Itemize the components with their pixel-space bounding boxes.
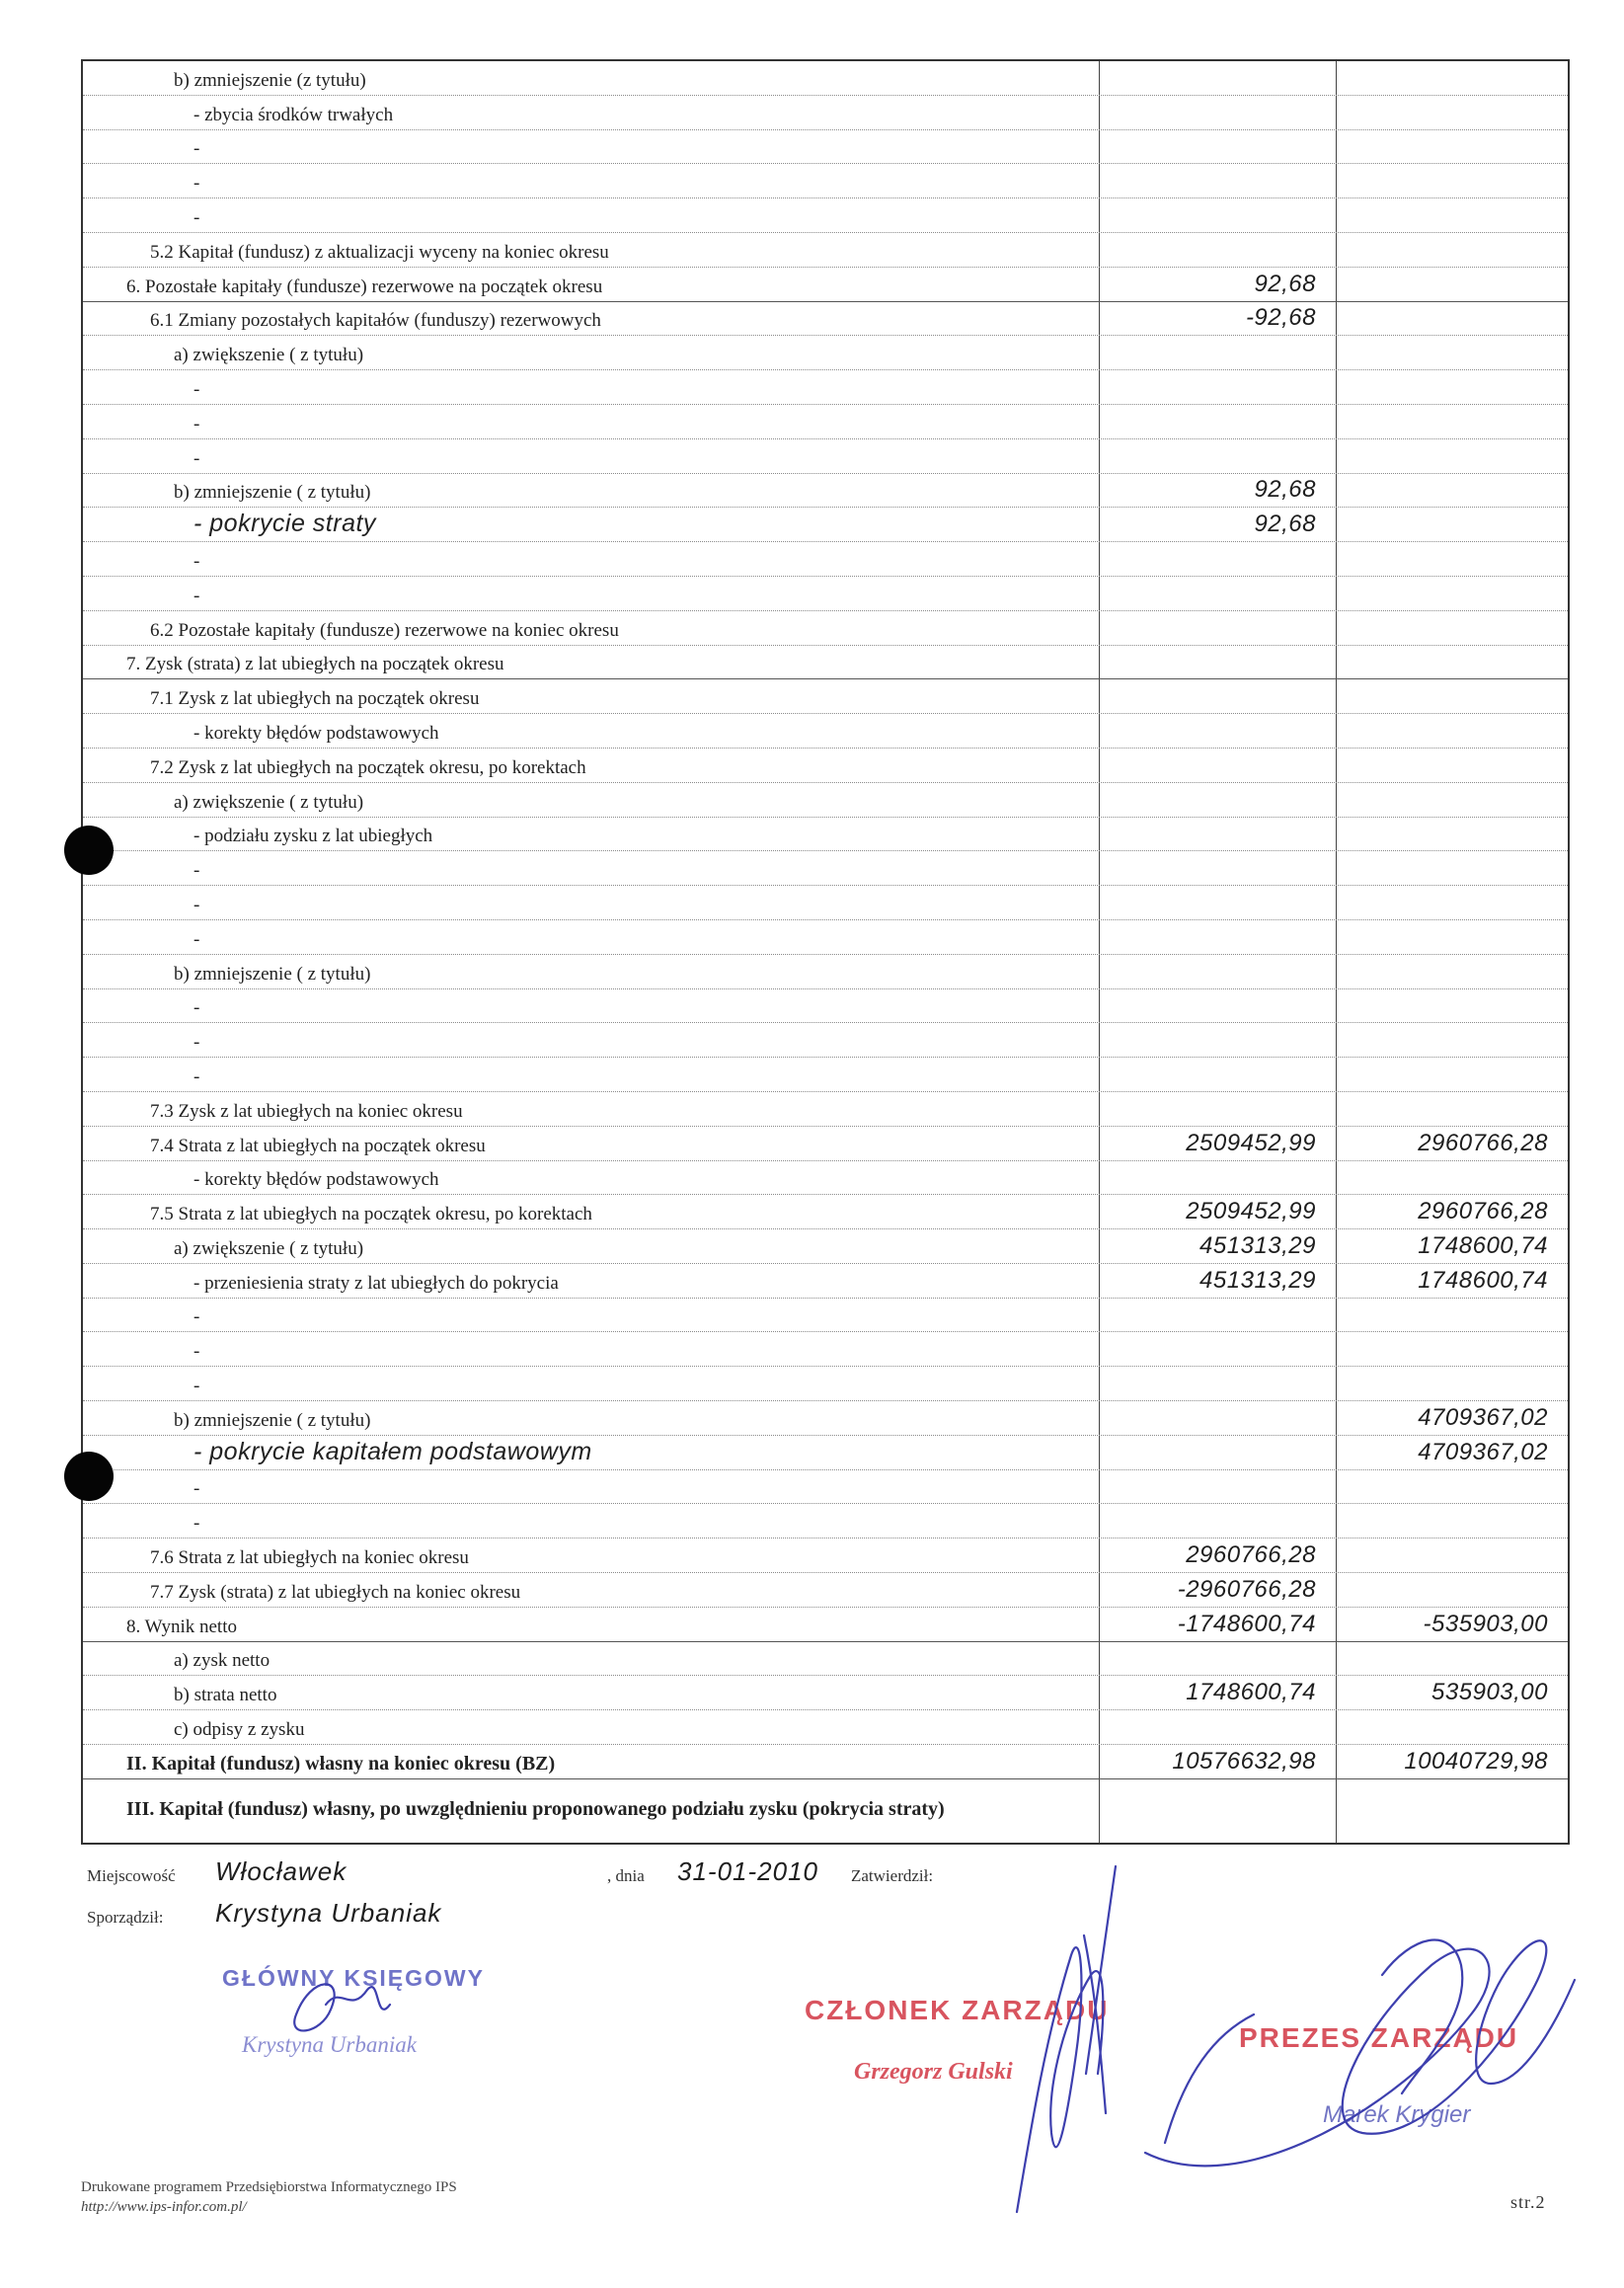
table-row: [83, 783, 1568, 818]
row-value-previous: [1337, 474, 1568, 508]
row-value-current: -2960766,28: [1100, 1573, 1337, 1607]
board-member-stamp-name: Grzegorz Gulski: [854, 2059, 1013, 2085]
table-row: [83, 164, 1568, 198]
row-value-previous: [1337, 268, 1568, 301]
row-label: - korekty błędów podstawowych: [83, 1161, 1100, 1195]
table-row: [83, 96, 1568, 130]
table-row: [83, 1264, 1568, 1299]
date-value: 31-01-2010: [677, 1856, 818, 1886]
row-value-current: [1100, 370, 1337, 404]
row-value-current: [1100, 818, 1337, 851]
table-row: [83, 1023, 1568, 1058]
row-value-previous: [1337, 508, 1568, 541]
row-value-previous: [1337, 989, 1568, 1023]
president-stamp-title: PREZES ZARZĄDU: [1239, 2022, 1519, 2053]
row-value-previous: [1337, 542, 1568, 576]
row-label: 7.6 Strata z lat ubiegłych na koniec okresu: [83, 1538, 1100, 1572]
table-row: [83, 542, 1568, 577]
row-label: 7.3 Zysk z lat ubiegłych na koniec okresu: [83, 1092, 1100, 1126]
table-row: [83, 955, 1568, 989]
row-value-previous: [1337, 336, 1568, 369]
table-row: [83, 646, 1568, 680]
row-value-current: 92,68: [1100, 474, 1337, 508]
row-value-previous: 4709367,02: [1418, 1403, 1548, 1431]
row-value-current: [1100, 96, 1337, 129]
table-row: [83, 268, 1568, 302]
row-value-current: [1100, 1367, 1337, 1400]
row-value-previous: [1337, 61, 1568, 95]
row-value-current: [1100, 989, 1337, 1023]
approved-label: Zatwierdził:: [851, 1866, 934, 1885]
row-label: a) zwiększenie ( z tytułu): [83, 336, 1100, 369]
row-value-current: [1100, 233, 1337, 267]
row-label: b) zmniejszenie (z tytułu): [83, 61, 1100, 95]
row-label: - przeniesienia straty z lat ubiegłych do pokrycia: [83, 1264, 1100, 1298]
row-value-previous: [1337, 611, 1568, 645]
row-value-previous: [1337, 851, 1568, 885]
equity-statement-table: [81, 59, 1570, 1845]
table-row: [83, 1332, 1568, 1367]
row-value-previous: 10040729,98: [1404, 1747, 1548, 1775]
row-value-previous: [1337, 1161, 1568, 1195]
table-row: [83, 1401, 1568, 1436]
row-value-current: -1748600,74: [1100, 1608, 1337, 1641]
row-label: - korekty błędów podstawowych: [83, 714, 1100, 748]
row-value-previous: [1337, 1504, 1568, 1538]
printer-note-line: Drukowane programem Przedsiębiorstwa Informatycznego IPS: [81, 2179, 457, 2195]
row-label: -: [83, 542, 1100, 576]
row-value-previous: [1337, 1367, 1568, 1400]
row-label: 7.1 Zysk z lat ubiegłych na początek okresu: [83, 679, 1100, 713]
row-value-current: [1100, 1092, 1337, 1126]
table-row: [83, 920, 1568, 955]
row-label: -: [83, 198, 1100, 232]
place-value: Włocławek: [215, 1856, 348, 1886]
table-row: [83, 679, 1568, 714]
table-row: [83, 611, 1568, 646]
row-label: 7.7 Zysk (strata) z lat ubiegłych na koniec okresu: [83, 1573, 1100, 1607]
table-row: [83, 851, 1568, 886]
row-value-current: [1100, 920, 1337, 954]
row-value-current: [1100, 646, 1337, 679]
row-label: -: [83, 1023, 1100, 1057]
row-value-current: 451313,29: [1100, 1264, 1337, 1298]
row-label: a) zysk netto: [83, 1642, 1100, 1676]
table-row: [83, 1436, 1568, 1470]
table-row: [83, 370, 1568, 405]
table-row: [83, 1710, 1568, 1745]
row-label: 7.2 Zysk z lat ubiegłych na początek okresu, po korektach: [83, 749, 1100, 782]
row-value-previous: [1337, 302, 1568, 336]
row-value-current: [1100, 1710, 1337, 1744]
table-row: [83, 1504, 1568, 1538]
row-value-previous: 1748600,74: [1418, 1266, 1548, 1294]
date-label: , dnia: [607, 1866, 645, 1885]
table-row: [83, 198, 1568, 233]
row-label: -: [83, 1058, 1100, 1091]
row-label: -: [83, 439, 1100, 473]
row-value-current: [1100, 198, 1337, 232]
table-row: [83, 1745, 1568, 1779]
row-value-current: [1100, 336, 1337, 369]
row-value-previous: [1337, 714, 1568, 748]
table-row: [83, 1229, 1568, 1264]
page-number: str.2: [1510, 2192, 1546, 2212]
row-value-previous: [1337, 1092, 1568, 1126]
row-label: 8. Wynik netto: [83, 1608, 1100, 1641]
row-value-current: [1100, 164, 1337, 197]
row-value-current: [1100, 130, 1337, 164]
row-label: b) zmniejszenie ( z tytułu): [83, 955, 1100, 988]
board-member-stamp-title: CZŁONEK ZARZĄDU: [805, 1995, 1110, 2025]
row-value-current: [1100, 679, 1337, 713]
row-value-previous: [1337, 1332, 1568, 1366]
prepared-value: Krystyna Urbaniak: [215, 1898, 442, 1928]
chief-accountant-stamp-title: GŁÓWNY KSIĘGOWY: [222, 1965, 485, 1991]
row-value-current: 1748600,74: [1100, 1676, 1337, 1709]
row-label: a) zwiększenie ( z tytułu): [83, 1229, 1100, 1263]
row-label: 7.5 Strata z lat ubiegłych na początek okresu, po korektach: [83, 1195, 1100, 1228]
row-label: b) strata netto: [83, 1676, 1100, 1709]
row-value-current: 2509452,99: [1100, 1195, 1337, 1228]
row-label: - pokrycie kapitałem podstawowym: [83, 1436, 1100, 1469]
row-value-current: 92,68: [1100, 508, 1337, 541]
table-row: [83, 749, 1568, 783]
row-value-previous: 1748600,74: [1418, 1231, 1548, 1259]
row-value-current: [1100, 1332, 1337, 1366]
row-value-previous: [1337, 439, 1568, 473]
row-value-current: 10576632,98: [1100, 1745, 1337, 1778]
row-label: - podziału zysku z lat ubiegłych: [83, 818, 1100, 851]
row-label: 6.2 Pozostałe kapitały (fundusze) rezerwowe na koniec okresu: [83, 611, 1100, 645]
table-row: [83, 1538, 1568, 1573]
row-label: -: [83, 370, 1100, 404]
table-row: [83, 1058, 1568, 1092]
row-value-previous: [1337, 955, 1568, 988]
row-label: -: [83, 1332, 1100, 1366]
table-row: [83, 1195, 1568, 1229]
prepared-label: Sporządził:: [87, 1908, 164, 1927]
printer-url: http://www.ips-infor.com.pl/: [81, 2199, 247, 2215]
printer-note: [81, 2177, 457, 2217]
row-value-current: [1100, 577, 1337, 610]
row-label: III. Kapitał (fundusz) własny, po uwzględnieniu proponowanego podziału zysku (pokrycia straty): [83, 1779, 1100, 1843]
table-row: [83, 233, 1568, 268]
row-value-current: [1100, 1058, 1337, 1091]
row-label: 7.4 Strata z lat ubiegłych na początek okresu: [83, 1127, 1100, 1160]
row-label: 6.1 Zmiany pozostałych kapitałów (funduszy) rezerwowych: [83, 302, 1100, 336]
row-label: - zbycia środków trwałych: [83, 96, 1100, 129]
row-label: a) zwiększenie ( z tytułu): [83, 783, 1100, 817]
row-value-current: [1100, 611, 1337, 645]
table-row: [83, 989, 1568, 1024]
row-value-current: [1100, 1401, 1337, 1435]
row-value-previous: [1337, 198, 1568, 232]
table-row: [83, 405, 1568, 439]
table-row: [83, 1299, 1568, 1333]
row-value-previous: 2960766,28: [1418, 1198, 1548, 1225]
row-value-previous: [1337, 96, 1568, 129]
table-row: [83, 474, 1568, 509]
row-label: b) zmniejszenie ( z tytułu): [83, 474, 1100, 508]
row-label: - pokrycie straty: [83, 508, 1100, 541]
table-row: [83, 61, 1568, 96]
punch-hole: [64, 826, 114, 875]
row-value-current: [1100, 542, 1337, 576]
row-value-current: [1100, 1161, 1337, 1195]
table-row: [83, 336, 1568, 370]
table-row: [83, 302, 1568, 337]
row-value-previous: [1337, 577, 1568, 610]
row-value-previous: [1337, 1779, 1568, 1843]
row-label: -: [83, 164, 1100, 197]
row-value-previous: 4709367,02: [1418, 1438, 1548, 1465]
row-value-previous: [1337, 233, 1568, 267]
row-value-current: [1100, 405, 1337, 438]
table-row: [83, 1092, 1568, 1127]
row-label: -: [83, 1367, 1100, 1400]
row-label: -: [83, 130, 1100, 164]
row-value-current: 2509452,99: [1100, 1127, 1337, 1160]
row-label: 5.2 Kapitał (fundusz) z aktualizacji wyceny na koniec okresu: [83, 233, 1100, 267]
row-value-previous: [1337, 1058, 1568, 1091]
row-value-current: [1100, 439, 1337, 473]
row-label: c) odpisy z zysku: [83, 1710, 1100, 1744]
row-value-previous: 535903,00: [1431, 1679, 1548, 1706]
row-label: II. Kapitał (fundusz) własny na koniec okresu (BZ): [83, 1745, 1100, 1778]
row-label: -: [83, 989, 1100, 1023]
row-label: -: [83, 886, 1100, 919]
table-row: [83, 1573, 1568, 1608]
row-value-previous: [1337, 1023, 1568, 1057]
president-stamp-name: Marek Krygier: [1323, 2101, 1471, 2128]
row-label: 6. Pozostałe kapitały (fundusze) rezerwowe na początek okresu: [83, 268, 1100, 301]
row-value-current: [1100, 886, 1337, 919]
punch-hole: [64, 1452, 114, 1501]
row-value-current: [1100, 1436, 1337, 1469]
row-value-previous: [1337, 749, 1568, 782]
row-value-previous: [1337, 370, 1568, 404]
row-label: -: [83, 577, 1100, 610]
row-value-current: [1100, 714, 1337, 748]
table-row: [83, 818, 1568, 852]
row-value-previous: [1337, 1710, 1568, 1744]
row-value-current: [1100, 1470, 1337, 1504]
table-row: [83, 1676, 1568, 1710]
table-row: [83, 1642, 1568, 1677]
row-value-previous: [1337, 1299, 1568, 1332]
row-value-previous: [1337, 1573, 1568, 1607]
table-row: [83, 1161, 1568, 1196]
row-value-current: [1100, 783, 1337, 817]
table-row: [83, 439, 1568, 474]
row-value-previous: [1337, 818, 1568, 851]
row-value-previous: -535903,00: [1423, 1610, 1548, 1637]
row-value-previous: 2960766,28: [1418, 1129, 1548, 1156]
table-row: [83, 1608, 1568, 1642]
row-label: 7. Zysk (strata) z lat ubiegłych na początek okresu: [83, 646, 1100, 679]
row-label: -: [83, 1504, 1100, 1538]
row-value-previous: [1337, 1470, 1568, 1504]
table-row: [83, 1470, 1568, 1505]
row-value-previous: [1337, 1538, 1568, 1572]
row-value-current: [1100, 749, 1337, 782]
row-value-previous: [1337, 920, 1568, 954]
row-value-previous: [1337, 646, 1568, 679]
row-value-current: [1100, 1023, 1337, 1057]
row-value-previous: [1337, 164, 1568, 197]
row-value-current: [1100, 1642, 1337, 1676]
row-value-previous: [1337, 1642, 1568, 1676]
table-row: [83, 886, 1568, 920]
chief-accountant-stamp-name: Krystyna Urbaniak: [242, 2032, 417, 2057]
table-row: [83, 1127, 1568, 1161]
row-value-current: -92,68: [1100, 302, 1337, 336]
row-value-current: [1100, 1504, 1337, 1538]
row-value-previous: [1337, 130, 1568, 164]
row-label: -: [83, 920, 1100, 954]
row-value-previous: [1337, 886, 1568, 919]
table-row: [83, 714, 1568, 749]
row-value-current: 451313,29: [1100, 1229, 1337, 1263]
row-value-current: 2960766,28: [1100, 1538, 1337, 1572]
table-row: [83, 1779, 1568, 1845]
row-value-previous: [1337, 405, 1568, 438]
row-value-current: 92,68: [1100, 268, 1337, 301]
row-value-previous: [1337, 783, 1568, 817]
row-value-current: [1100, 955, 1337, 988]
row-value-current: [1100, 1779, 1337, 1843]
table-row: [83, 577, 1568, 611]
row-label: -: [83, 851, 1100, 885]
row-label: -: [83, 405, 1100, 438]
row-value-current: [1100, 61, 1337, 95]
table-row: [83, 130, 1568, 165]
row-value-previous: [1337, 679, 1568, 713]
row-value-current: [1100, 851, 1337, 885]
row-label: -: [83, 1470, 1100, 1504]
row-label: -: [83, 1299, 1100, 1332]
place-label: Miejscowość: [87, 1866, 176, 1885]
table-row: [83, 1367, 1568, 1401]
row-label: b) zmniejszenie ( z tytułu): [83, 1401, 1100, 1435]
row-value-current: [1100, 1299, 1337, 1332]
table-row: [83, 508, 1568, 542]
